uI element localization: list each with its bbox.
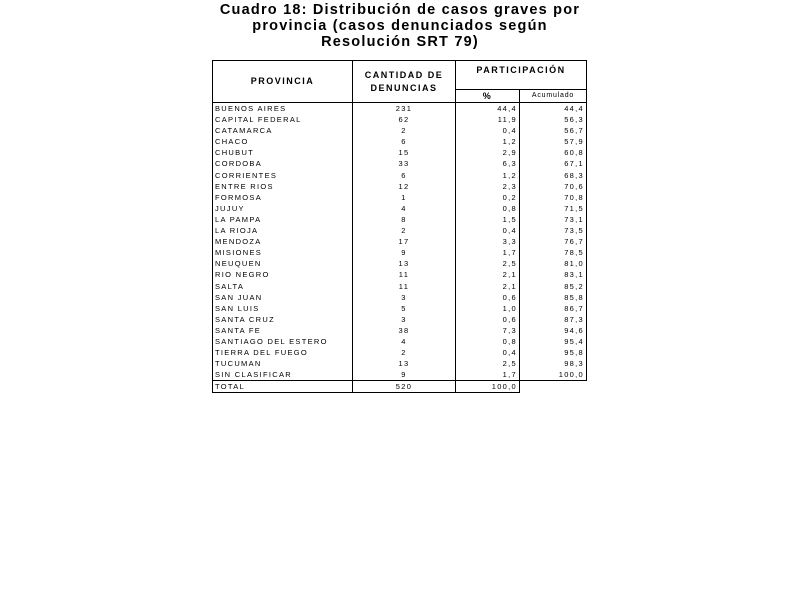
table-header (213, 61, 587, 103)
caption-line-1: Cuadro 18: Distribución de casos graves por (219, 2, 581, 18)
cell-cantidad: 2 (353, 347, 456, 358)
cell-cantidad: 13 (353, 258, 456, 269)
cell-pct: 0,8 (456, 336, 520, 347)
cell-provincia: TUCUMAN (213, 358, 353, 369)
cell-pct: 0,6 (456, 314, 520, 325)
caption-line-3: Resolución SRT 79) (321, 34, 479, 50)
cell-cantidad: 11 (353, 281, 456, 292)
cell-acum: 76,7 (520, 236, 587, 247)
table-row (213, 181, 587, 192)
cell-provincia: MENDOZA (213, 236, 353, 247)
cell-cantidad: 9 (353, 247, 456, 258)
cell-acum: 86,7 (520, 303, 587, 314)
cell-provincia: CORDOBA (213, 158, 353, 169)
cell-provincia: CAPITAL FEDERAL (213, 114, 353, 125)
provinces-table (212, 60, 587, 393)
cell-cantidad: 6 (353, 170, 456, 181)
table-row (213, 147, 587, 158)
cell-provincia: CORRIENTES (213, 170, 353, 181)
cell-provincia: LA RIOJA (213, 225, 353, 236)
table-row (213, 170, 587, 181)
cell-provincia: NEUQUEN (213, 258, 353, 269)
cell-acum: 95,4 (520, 336, 587, 347)
cell-acum: 67,1 (520, 158, 587, 169)
cell-pct: 11,9 (456, 114, 520, 125)
cell-provincia: SALTA (213, 281, 353, 292)
table-row (213, 114, 587, 125)
cell-pct: 1,7 (456, 247, 520, 258)
table-row (213, 369, 587, 381)
cell-provincia: SANTIAGO DEL ESTERO (213, 336, 353, 347)
cell-acum: 57,9 (520, 136, 587, 147)
header-cantidad (353, 61, 456, 103)
table-row (213, 325, 587, 336)
cell-cantidad: 4 (353, 336, 456, 347)
cell-provincia: SAN JUAN (213, 292, 353, 303)
header-provincia: PROVINCIA (213, 61, 353, 103)
cell-acum: 78,5 (520, 247, 587, 258)
table-row (213, 303, 587, 314)
cell-acum: 83,1 (520, 269, 587, 280)
cell-cantidad: 17 (353, 236, 456, 247)
table-row (213, 125, 587, 136)
table-row (213, 281, 587, 292)
table-row (213, 314, 587, 325)
table-row (213, 236, 587, 247)
table-row (213, 214, 587, 225)
cell-cantidad: 231 (353, 103, 456, 115)
cell-pct: 2,1 (456, 281, 520, 292)
table-row (213, 203, 587, 214)
cell-cantidad: 38 (353, 325, 456, 336)
table-row (213, 347, 587, 358)
cell-acum: 68,3 (520, 170, 587, 181)
cell-pct: 0,6 (456, 292, 520, 303)
cell-cantidad: 12 (353, 181, 456, 192)
cell-cantidad: 33 (353, 158, 456, 169)
total-pct: 100,0 (456, 381, 520, 393)
cell-pct: 7,3 (456, 325, 520, 336)
header-participacion: PARTICIPACIÓN (456, 61, 587, 90)
cell-cantidad: 2 (353, 125, 456, 136)
cell-cantidad: 62 (353, 114, 456, 125)
cell-pct: 44,4 (456, 103, 520, 115)
cell-pct: 2,3 (456, 181, 520, 192)
cell-provincia: MISIONES (213, 247, 353, 258)
cell-pct: 2,1 (456, 269, 520, 280)
cell-provincia: SIN CLASIFICAR (213, 369, 353, 381)
cell-acum: 85,8 (520, 292, 587, 303)
cell-acum: 73,5 (520, 225, 587, 236)
cell-pct: 0,8 (456, 203, 520, 214)
cell-pct: 6,3 (456, 158, 520, 169)
table-row (213, 225, 587, 236)
cell-provincia: RIO NEGRO (213, 269, 353, 280)
table-footer (213, 381, 587, 393)
table-body (213, 103, 587, 381)
cell-pct: 2,9 (456, 147, 520, 158)
cell-cantidad: 9 (353, 369, 456, 381)
table-row (213, 269, 587, 280)
header-percent: % (456, 90, 520, 103)
cell-provincia: FORMOSA (213, 192, 353, 203)
cell-cantidad: 15 (353, 147, 456, 158)
cell-pct: 0,2 (456, 192, 520, 203)
cell-provincia: CATAMARCA (213, 125, 353, 136)
cell-acum: 94,6 (520, 325, 587, 336)
total-row (213, 381, 587, 393)
cell-acum: 87,3 (520, 314, 587, 325)
caption-line-2: provincia (casos denunciados según (252, 18, 548, 34)
cell-cantidad: 2 (353, 225, 456, 236)
data-table-container (212, 60, 586, 393)
table-row (213, 336, 587, 347)
cell-acum: 70,6 (520, 181, 587, 192)
cell-pct: 1,0 (456, 303, 520, 314)
cell-provincia: ENTRE RIOS (213, 181, 353, 192)
cell-pct: 1,5 (456, 214, 520, 225)
cell-cantidad: 6 (353, 136, 456, 147)
cell-acum: 95,8 (520, 347, 587, 358)
table-row (213, 247, 587, 258)
cell-cantidad: 4 (353, 203, 456, 214)
table-row (213, 258, 587, 269)
total-cantidad: 520 (353, 381, 456, 393)
cell-pct: 0,4 (456, 225, 520, 236)
cell-provincia: LA PAMPA (213, 214, 353, 225)
cell-cantidad: 13 (353, 358, 456, 369)
header-cantidad-line-1: CANTIDAD DE (364, 69, 444, 80)
table-row (213, 136, 587, 147)
cell-pct: 3,3 (456, 236, 520, 247)
cell-provincia: CHACO (213, 136, 353, 147)
cell-pct: 2,5 (456, 258, 520, 269)
cell-acum: 70,8 (520, 192, 587, 203)
cell-pct: 1,2 (456, 170, 520, 181)
cell-pct: 1,7 (456, 369, 520, 381)
cell-provincia: SAN LUIS (213, 303, 353, 314)
cell-acum: 81,0 (520, 258, 587, 269)
cell-cantidad: 1 (353, 192, 456, 203)
cell-acum: 60,8 (520, 147, 587, 158)
cell-cantidad: 8 (353, 214, 456, 225)
total-acum (520, 381, 587, 393)
cell-cantidad: 11 (353, 269, 456, 280)
cell-acum: 85,2 (520, 281, 587, 292)
total-label: TOTAL (213, 381, 353, 393)
cell-provincia: TIERRA DEL FUEGO (213, 347, 353, 358)
cell-provincia: SANTA CRUZ (213, 314, 353, 325)
cell-provincia: CHUBUT (213, 147, 353, 158)
cell-acum: 100,0 (520, 369, 587, 381)
cell-acum: 56,7 (520, 125, 587, 136)
table-row (213, 158, 587, 169)
table-row (213, 292, 587, 303)
cell-provincia: JUJUY (213, 203, 353, 214)
cell-cantidad: 3 (353, 292, 456, 303)
header-cantidad-line-2: DENUNCIAS (370, 82, 438, 93)
cell-pct: 1,2 (456, 136, 520, 147)
cell-acum: 56,3 (520, 114, 587, 125)
cell-provincia: BUENOS AIRES (213, 103, 353, 115)
cell-acum: 73,1 (520, 214, 587, 225)
header-acumulado: Acumulado (520, 90, 587, 103)
cell-cantidad: 5 (353, 303, 456, 314)
table-row (213, 192, 587, 203)
cell-cantidad: 3 (353, 314, 456, 325)
cell-acum: 98,3 (520, 358, 587, 369)
table-caption (150, 2, 650, 50)
table-row (213, 358, 587, 369)
cell-acum: 71,5 (520, 203, 587, 214)
cell-pct: 0,4 (456, 125, 520, 136)
cell-pct: 0,4 (456, 347, 520, 358)
cell-acum: 44,4 (520, 103, 587, 115)
cell-pct: 2,5 (456, 358, 520, 369)
cell-provincia: SANTA FE (213, 325, 353, 336)
table-row (213, 103, 587, 115)
